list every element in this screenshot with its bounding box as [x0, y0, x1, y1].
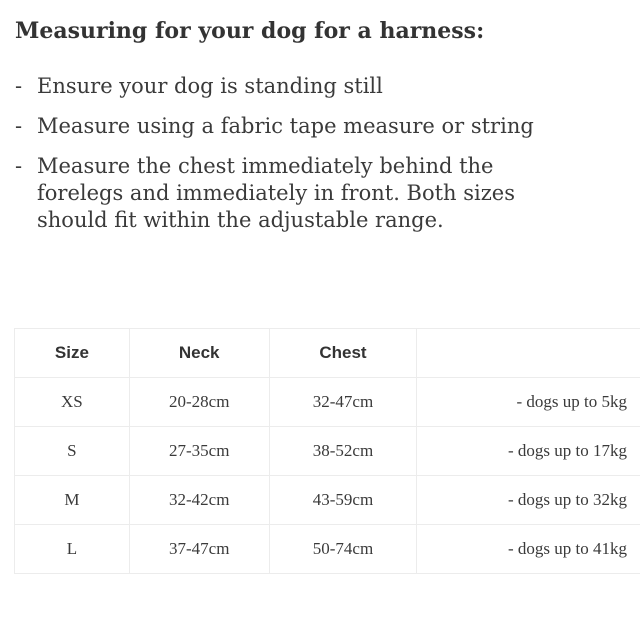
column-header-chest: Chest [269, 329, 417, 378]
list-item [15, 73, 635, 100]
list-item-text: Measure the chest immediately behind the forelegs and immediately in front. Both sizes should fit within the adjustable range. [37, 154, 516, 232]
table-row [15, 476, 640, 525]
cell-weight: - dogs up to 41kg [417, 525, 640, 574]
cell-neck: 37-47cm [129, 525, 269, 574]
table-row [15, 378, 640, 427]
table-header-row [15, 329, 640, 378]
cell-neck: 20-28cm [129, 378, 269, 427]
page-heading: Measuring for your dog for a harness: [15, 18, 485, 44]
cell-size: L [15, 525, 130, 574]
cell-neck: 32-42cm [129, 476, 269, 525]
column-header-neck: Neck [129, 329, 269, 378]
size-chart-table [14, 328, 640, 574]
column-header-blank [417, 329, 640, 378]
bullet-dash: - [15, 114, 23, 138]
table-row [15, 525, 640, 574]
cell-weight: - dogs up to 5kg [417, 378, 640, 427]
cell-neck: 27-35cm [129, 427, 269, 476]
list-item [15, 113, 635, 140]
cell-size: S [15, 427, 130, 476]
cell-weight: - dogs up to 17kg [417, 427, 640, 476]
cell-size: XS [15, 378, 130, 427]
cell-chest: 43-59cm [269, 476, 417, 525]
cell-chest: 50-74cm [269, 525, 417, 574]
cell-chest: 38-52cm [269, 427, 417, 476]
list-item [15, 153, 635, 234]
list-item-text: Measure using a fabric tape measure or string [37, 114, 534, 138]
instruction-list [15, 73, 635, 247]
cell-chest: 32-47cm [269, 378, 417, 427]
column-header-size: Size [15, 329, 130, 378]
cell-size: M [15, 476, 130, 525]
cell-weight: - dogs up to 32kg [417, 476, 640, 525]
bullet-dash: - [15, 74, 23, 98]
bullet-dash: - [15, 154, 23, 178]
list-item-text: Ensure your dog is standing still [37, 74, 383, 98]
table-row [15, 427, 640, 476]
